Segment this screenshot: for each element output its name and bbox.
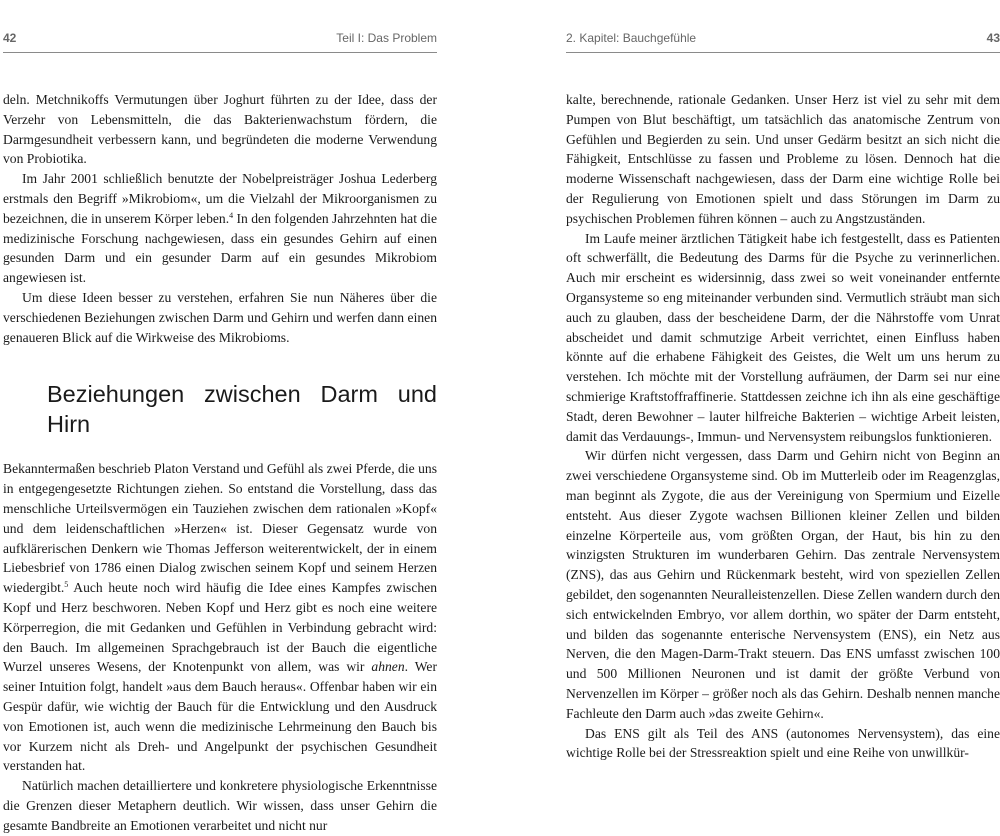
text-run: Bekanntermaßen beschrieb Platon Verstand und Gefühl als zwei Pferde, die uns in entgegengesetzte Richtungen ziehen. So entstand die Vorstellung, dass das menschliche Urteilsvermögen ein Tauziehen zwischen dem rationalen »Kopf« und dem leidenschaftlichen »Herzen« ist. Dieser Gegensatz wurde von aufklärerischen Denkern wie Thomas Jefferson weiterentwickelt, der in einem Liebesbrief von 1786 einen Dialog zwischen seinem Kopf und seinem Herzen wiedergibt. [3,461,437,596]
section-heading: Beziehungen zwischen Darm und Hirn [47,381,437,438]
left-body-text [3,90,437,836]
paragraph: deln. Metchnikoffs Vermutungen über Joghurt führten zu der Idee, dass der Verzehr von Lebensmitteln, die das Bakterienwachstum fördern, die Darmgesundheit verbessern kann, und begründeten die moderne Verwendung von Probiotika. [3,92,437,167]
footnote-marker: 5 [64,580,69,590]
text-run: In den folgenden Jahrzehnten hat die medizinische Forschung nachgewiesen, dass ein gesundes Gehirn auf einen gesunden Darm und ein gesunder Darm auf ein gesundes Mikrobiom angewiesen ist. [3,210,437,286]
header-rule [3,52,437,53]
paragraph: Im Laufe meiner ärztlichen Tätigkeit habe ich festgestellt, dass es Patienten oft schwerfällt, die Bedeutung des Darms für die Psyche zu verinnerlichen. Auch mir erscheint es widersinnig, dass zwei so weit voneinander entfernte Organsysteme so eng miteinander verbunden sind. Vermutlich sträubt man sich auch zu glauben, dass der bescheidene Darm, der die Nährstoffe vom Unrat abscheidet und damit schmutzige Arbeit verrichtet, einen Einfluss haben könnte auf die erhabene Fähigkeit des Geistes, die Welt um uns herum zu verstehen. Ich möchte mit der Vorstellung aufräumen, der Darm sei nur eine schmierige Kraftstoffraffinerie. Stattdessen zeichne ich ihn als eine geschäftige Stadt, deren Bewohner – lauter hilfreiche Bakterien – wichtige Arbeit leisten, damit das Verdauungs-, Immun- und Nervensystem reibungslos funktionieren. [566,230,1000,444]
text-run: Auch heute noch wird häufig die Idee eines Kampfes zwischen Kopf und Herz beschworen. Neben Kopf und Herz gibt es noch eine weitere Körperregion, die mit Gedanken und Gefühlen in Verbindung gebracht wird: den Bauch. Im allgemeinen Sprachgebrauch ist der Bauch die eigentliche Wurzel unseres Wesens, der Knotenpunkt von allem, was wir [3,580,437,675]
right-running-head [566,31,1000,51]
text-run: . Wer seiner Intuition folgt, handelt »aus dem Bauch heraus«. Offenbar haben wir ein Gespür dafür, wie wichtig der Bauch für die Entwicklung und den Ausdruck von Emotionen ist, auch wenn die medizinische Lehrmeinung den Bauch bis vor Kurzem nicht als Dreh- und Angelpunkt der psychischen Gesundheit verstanden hat. [3,659,437,774]
right-body-text [566,90,1000,763]
paragraph [3,459,437,776]
text-run: Im Jahr 2001 schließlich benutzte der Nobelpreisträger Joshua Lederberg erstmals den Begriff »Mikrobiom«, um die Vielzahl der Mikroorganismen zu bezeichnen, die in unserem Körper leben. [3,171,437,226]
right-page [566,0,1000,800]
footnote-marker: 4 [229,210,234,220]
paragraph: Wir dürfen nicht vergessen, dass Darm und Gehirn nicht von Beginn an zwei verschiedene Organsysteme sind. Ob im Mutterleib oder im Reagenzglas, man beginnt als Zygote, die aus der Vereinigung von Spermium und Eizelle entsteht. Aus dieser Zygote wachsen Billionen kleiner Zellen und bilden einzelne Körperteile aus, vom größten Organ, der Haut, bis hin zu den winzigsten Strukturen im wunderbaren Gehirn. Das zentrale Nervensystem (ZNS), das aus Gehirn und Rückenmark besteht, wird von speziellen Zellen gebildet, den sogenannten Neuralleistenzellen. Diese Zellen wandern durch den sich entwickelnden Embryo, vor allem dorthin, wo später der Darm entsteht, und bilden das sogenannte enterische Nervensystem (ENS), ein Netz aus Nerven, die den Magen-Darm-Trakt steuern. Das ENS umfasst zwischen 100 und 500 Millionen Neuronen und ist damit der größte Verbund von Nervenzellen im Körper – größer noch als das Gehirn. Deshalb nennen manche Fachleute den Darm auch »das zweite Gehirn«. [566,448,1000,721]
paragraph: kalte, berechnende, rationale Gedanken. Unser Herz ist viel zu sehr mit dem Pumpen von Blut beschäftigt, um tatsächlich das anatomische Zentrum von Gefühlen und Begierden zu sein. Und unser Gedärm besitzt an sich nicht die Fähigkeit, Entschlüsse zu fassen und Probleme zu lösen. Dennoch hat die moderne Wissenschaft nachgewiesen, dass der Darm eine wichtige Rolle bei der Regulierung von Emotionen spielt und dass Störungen im Darm zu psychischen Problemen führen können – auch zu Angstzuständen. [566,92,1000,226]
left-running-head [3,31,437,51]
running-title: Teil I: Das Problem [336,31,437,45]
page-number: 42 [3,31,17,45]
paragraph: Das ENS gilt als Teil des ANS (autonomes Nervensystem), das eine wichtige Rolle bei der Stressreaktion spielt und eine Reihe von unwillkür- [566,725,1000,761]
paragraph [3,169,437,288]
paragraph: Natürlich machen detailliertere und konkretere physiologische Erkenntnisse die Grenzen dieser Metaphern deutlich. Wir wissen, dass unser Gehirn die gesamte Bandbreite an Emotionen verarbeitet und nicht nur [3,778,437,833]
left-page [3,0,437,833]
paragraph: Um diese Ideen besser zu verstehen, erfahren Sie nun Näheres über die verschiedenen Beziehungen zwischen Darm und Gehirn und werfen dann einen genaueren Blick auf die Wirkweise des Mikrobioms. [3,289,437,345]
running-title: 2. Kapitel: Bauchgefühle [566,31,697,45]
page-number: 43 [986,31,1000,45]
emphasis: ahnen [371,659,405,675]
header-rule [566,52,1000,53]
